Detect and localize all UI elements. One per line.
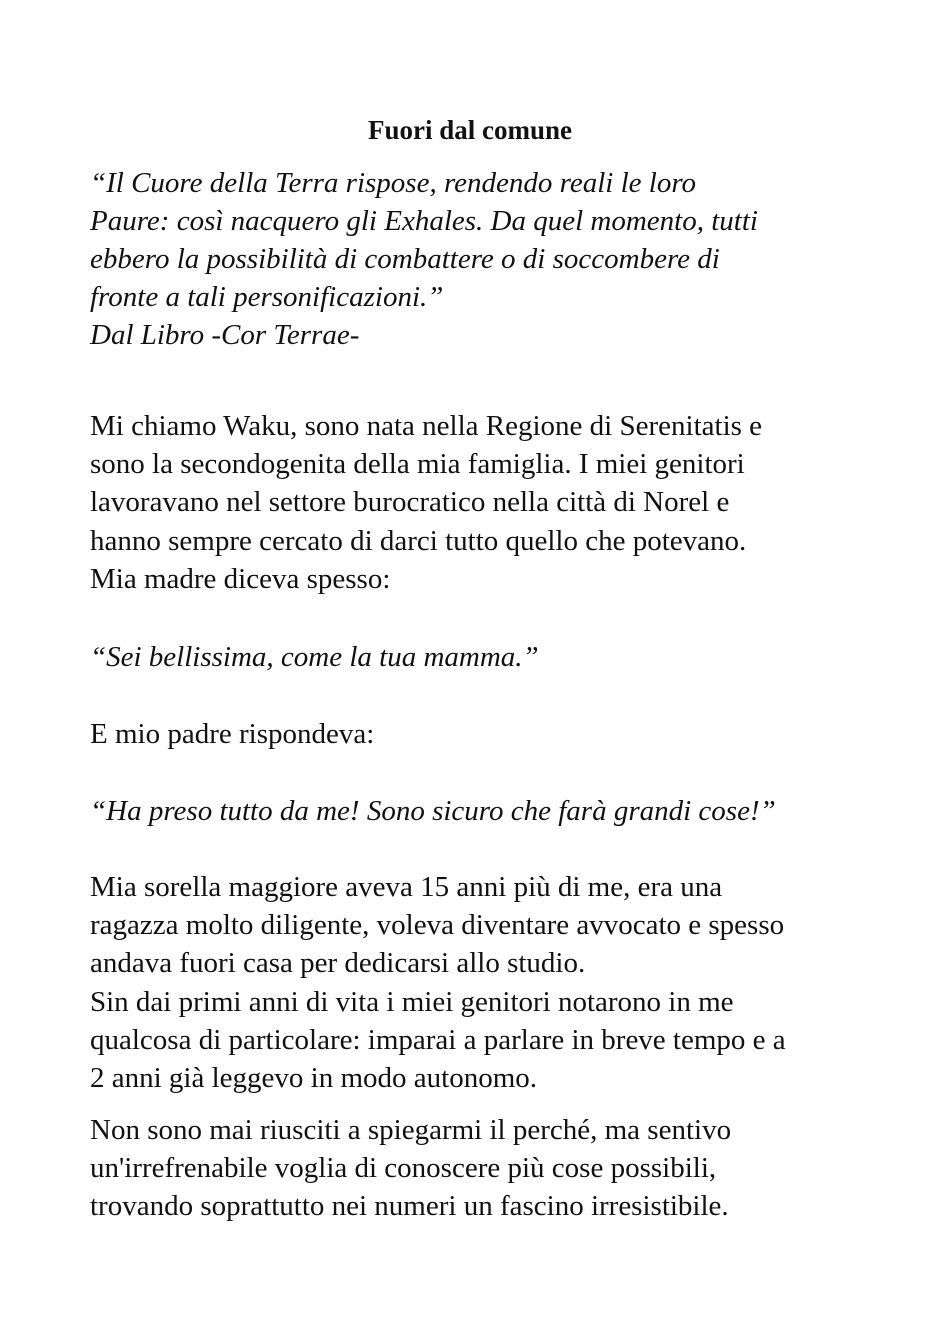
epigraph-line: fronte a tali personificazioni.” (90, 281, 444, 313)
paragraph-line: hanno sempre cercato di darci tutto quello che potevano. (90, 525, 747, 557)
chapter-title: Fuori dal comune (367, 115, 572, 145)
epigraph-line: ebbero la possibilità di combattere o di soccombere di (90, 243, 720, 275)
quote-mother: “Sei bellissima, come la tua mamma.” (90, 641, 539, 673)
paragraph-line: trovando soprattutto nei numeri un fascino irresistibile. (90, 1190, 729, 1222)
paragraph-line: Non sono mai riusciti a spiegarmi il perché, ma sentivo (90, 1114, 732, 1146)
paragraph-line: Sin dai primi anni di vita i miei genitori notarono in me (90, 986, 734, 1018)
quote-father: “Ha preso tutto da me! Sono sicuro che farà grandi cose!” (90, 795, 776, 827)
paragraph-line: sono la secondogenita della mia famiglia. I miei genitori (90, 448, 745, 480)
paragraph-line: Mi chiamo Waku, sono nata nella Regione di Serenitatis e (90, 410, 763, 442)
paragraph-line: andava fuori casa per dedicarsi allo studio. (90, 947, 586, 979)
father-intro: E mio padre rispondeva: (90, 718, 375, 750)
paragraph-line: lavoravano nel settore burocratico nella città di Norel e (90, 486, 730, 518)
paragraph-line: un'irrefrenabile voglia di conoscere più cose possibili, (90, 1152, 717, 1184)
epigraph-line: “Il Cuore della Terra rispose, rendendo reali le loro (90, 167, 697, 199)
paragraph-line: qualcosa di particolare: imparai a parlare in breve tempo e a (90, 1024, 786, 1056)
epigraph-source: Dal Libro -Cor Terrae- (90, 319, 360, 351)
epigraph-line: Paure: così nacquero gli Exhales. Da quel momento, tutti (90, 205, 758, 237)
paragraph-line: Mia madre diceva spesso: (90, 563, 391, 595)
paragraph-line: ragazza molto diligente, voleva diventare avvocato e spesso (90, 909, 785, 941)
paragraph-line: 2 anni già leggevo in modo autonomo. (90, 1062, 538, 1094)
paragraph-line: Mia sorella maggiore aveva 15 anni più di me, era una (90, 871, 723, 903)
